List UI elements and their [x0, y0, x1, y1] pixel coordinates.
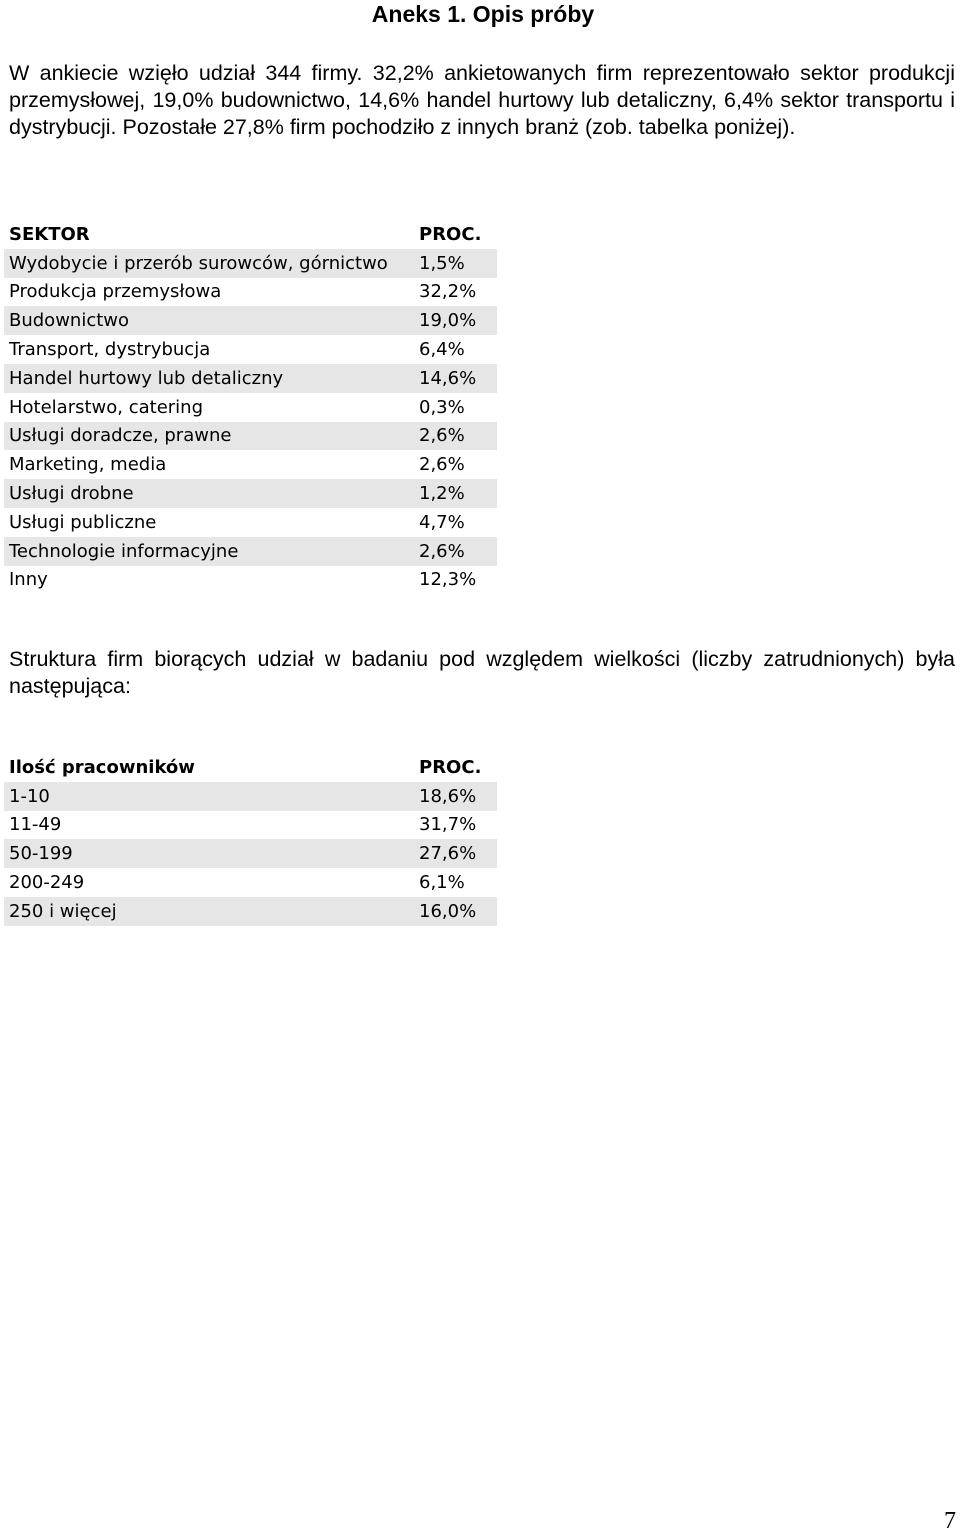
table-row — [4, 868, 497, 897]
sector-percent: 32,2% — [419, 281, 477, 303]
table-row — [4, 811, 497, 840]
table-row — [4, 897, 497, 926]
page-number: 7 — [944, 1508, 956, 1534]
page-title: Aneks 1. Opis próby — [371, 1, 595, 27]
table-row — [4, 508, 497, 537]
sector-name: Handel hurtowy lub detaliczny — [9, 367, 284, 389]
sector-name: Transport, dystrybucja — [9, 339, 211, 361]
column-header-employees: Ilość pracowników — [9, 756, 195, 778]
sector-name: Usługi doradcze, prawne — [9, 425, 232, 447]
size-percent: 6,1% — [419, 872, 465, 894]
column-header-percent: PROC. — [419, 756, 482, 778]
table-row — [4, 335, 497, 364]
sector-percent: 0,3% — [419, 396, 465, 418]
sector-name: Technologie informacyjne — [9, 540, 239, 562]
size-range: 50-199 — [9, 843, 73, 865]
column-header-percent: PROC. — [419, 223, 482, 245]
sector-name: Marketing, media — [9, 454, 167, 476]
table-header-row — [4, 220, 497, 249]
table-row — [4, 839, 497, 868]
intro-paragraph: W ankiecie wzięło udział 344 firmy. 32,2% ankietowanych firm reprezentowało sektor produkcji przemysłowej, 19,0% budownictwo, 14,6% handel hurtowy lub detaliczny, 6,4% sektor transportu i dystrybucji. Pozostałe 27,8% firm pochodziło z innych branż (zob. tabelka poniżej). — [9, 61, 955, 139]
size-range: 11-49 — [9, 814, 62, 836]
sector-name: Produkcja przemysłowa — [9, 281, 222, 303]
sector-percent: 6,4% — [419, 339, 465, 361]
table-row — [4, 278, 497, 307]
size-range: 1-10 — [9, 785, 50, 807]
sector-percent: 2,6% — [419, 540, 465, 562]
table-row — [4, 306, 497, 335]
sector-name: Wydobycie i przerób surowców, górnictwo — [9, 252, 388, 274]
size-percent: 27,6% — [419, 843, 477, 865]
column-header-sector: SEKTOR — [9, 223, 90, 245]
sector-name: Inny — [9, 569, 48, 591]
size-percent: 18,6% — [419, 785, 477, 807]
table-row — [4, 479, 497, 508]
table-header-row — [4, 753, 497, 782]
sector-name: Usługi drobne — [9, 483, 134, 505]
sector-percent: 19,0% — [419, 310, 477, 332]
table-row — [4, 782, 497, 811]
sector-percent: 1,5% — [419, 252, 465, 274]
sector-name: Usługi publiczne — [9, 511, 157, 533]
sector-percent: 1,2% — [419, 483, 465, 505]
table-row — [4, 393, 497, 422]
sector-percent: 4,7% — [419, 511, 465, 533]
table-row — [4, 364, 497, 393]
sector-percent: 2,6% — [419, 454, 465, 476]
table-row — [4, 249, 497, 278]
sector-percent: 12,3% — [419, 569, 477, 591]
size-percent: 16,0% — [419, 900, 477, 922]
size-range: 200-249 — [9, 872, 85, 894]
sector-table — [4, 220, 497, 594]
size-percent: 31,7% — [419, 814, 477, 836]
table-row — [4, 566, 497, 595]
size-range: 250 i więcej — [9, 900, 117, 922]
company-size-table — [4, 753, 497, 926]
sector-percent: 2,6% — [419, 425, 465, 447]
table-row — [4, 422, 497, 451]
table-row — [4, 450, 497, 479]
sector-percent: 14,6% — [419, 367, 477, 389]
table-row — [4, 537, 497, 566]
sector-name: Hotelarstwo, catering — [9, 396, 204, 418]
sector-name: Budownictwo — [9, 310, 130, 332]
size-paragraph: Struktura firm biorących udział w badaniu pod względem wielkości (liczby zatrudnionych) była następująca: — [9, 647, 955, 698]
